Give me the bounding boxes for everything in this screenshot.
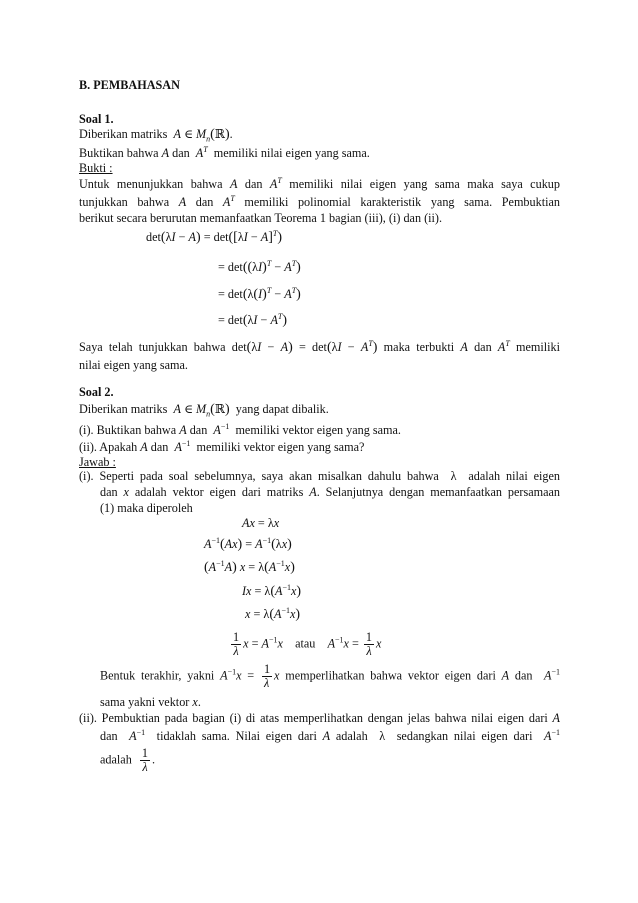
soal2-jawab-label: Jawab : <box>79 455 116 469</box>
soal1-eq3: = $\det(\lambda(I)^T - A^T)$ <box>218 285 301 302</box>
soal1-para1-line3: berikut secara berurutan memanfaatkan Teorema 1 bagian (iii), (i) dan (ii). <box>79 211 443 225</box>
soal1-eq4: = $\det(\lambda I - A^T)$ <box>218 311 288 328</box>
soal2-ans1-line3: (1) maka diperoleh <box>100 501 193 515</box>
soal2-q2: (ii). Apakah A dan $A^{-1}$ memiliki vektor eigen yang sama? <box>79 438 365 454</box>
soal1-eq2: = $\det((\lambda I)^T - A^T)$ <box>218 258 301 275</box>
soal2-given-math: A ∈ $M_n(ℝ)$ <box>173 402 230 419</box>
soal2-eq4: $Ix = \lambda(A^{-1}x)$ <box>242 582 302 599</box>
soal2-ans2-adalah: adalah <box>100 752 132 767</box>
soal2-eq3: $(A^{-1}A) x = \lambda(A^{-1}x)$ <box>204 558 295 575</box>
soal1-prove-text-3: memiliki nilai eigen yang sama. <box>213 146 370 160</box>
soal2-eq1: Ax = λx <box>242 516 280 530</box>
soal2-ans2-line2: dan $A^{-1}$ tidaklah sama. Nilai eigen dari A adalah λ sedangkan nilai eigen dari $A^{-1}$ <box>100 727 560 743</box>
soal2-q2-suffix: memiliki vektor eigen yang sama? <box>196 440 365 454</box>
soal2-q1-suffix: memiliki vektor eigen yang sama. <box>235 423 401 437</box>
soal2-final-line2: sama yakni vektor x. <box>100 695 201 709</box>
soal1-conclusion-line2: nilai eigen yang sama. <box>79 358 188 372</box>
soal1-prove-text-2: dan <box>172 146 190 160</box>
soal2-ans2-line3: adalah $\frac{1}{\lambda}$ . <box>100 746 156 774</box>
soal2-ans1-line1: (i). Seperti pada soal sebelumnya, saya akan misalkan dahulu bahwa λ adalah nilai eigen <box>79 469 560 483</box>
soal1-given <box>79 127 233 144</box>
soal1-heading: Soal 1. <box>79 112 114 126</box>
soal2-heading: Soal 2. <box>79 385 114 399</box>
soal2-final-1: Bentuk terakhir, yakni <box>100 668 215 683</box>
section-title: B. PEMBAHASAN <box>79 78 180 92</box>
soal2-ans2-line1: (ii). Pembuktian pada bagian (i) di atas memperlihatkan dengan jelas bahwa nilai eigen dari A <box>79 711 560 725</box>
soal2-final-line1: Bentuk terakhir, yakni $A^{-1}x$ = $\frac{1}{\lambda}$ x memperlihatkan bahwa vektor eigen dari A dan $A^{-1}$ <box>100 662 561 690</box>
soal2-given-suffix: yang dapat dibalik. <box>235 402 329 416</box>
soal2-eq6: $\frac{1}{\lambda}$ $x = A^{-1}x$ atau $A^{-1}x$ = $\frac{1}{\lambda}$ x <box>233 630 382 658</box>
soal2-eq5: $x = \lambda(A^{-1}x)$ <box>245 605 301 622</box>
soal1-eq1: $\det(\lambda I - A) = \det([\lambda I - A]^T)$ <box>146 228 283 245</box>
soal1-bukti-label: Bukti : <box>79 161 113 175</box>
soal2-atau: atau <box>295 636 316 651</box>
soal2-given <box>79 402 329 419</box>
soal1-prove: Buktikan bahwa A dan $A^T$ memiliki nilai eigen yang sama. <box>79 144 370 160</box>
soal1-given-text: Diberikan matriks <box>79 127 168 141</box>
soal1-conclusion: Saya telah tunjukkan bahwa $\det(\lambda I - A) = \det(\lambda I - A^T)$ maka terbukti A dan $A^T$ memiliki <box>79 338 560 355</box>
soal1-given-math: A ∈ $M_n(ℝ)$. <box>173 127 233 144</box>
soal2-q1: (i). Buktikan bahwa A dan $A^{-1}$ memiliki vektor eigen yang sama. <box>79 421 401 437</box>
soal2-ans1-line2: dan x adalah vektor eigen dari matriks A. Selanjutnya dengan memanfaatkan persamaan <box>100 485 560 499</box>
soal1-prove-text-1: Buktikan bahwa <box>79 146 159 160</box>
soal1-conclusion-1: Saya telah tunjukkan bahwa <box>79 340 226 354</box>
soal1-para1-line1: Untuk menunjukkan bahwa A dan $A^T$ memiliki nilai eigen yang sama maka saya cukup <box>79 175 560 191</box>
soal1-para1-line2: tunjukkan bahwa A dan $A^T$ memiliki polinomial karakteristik yang sama. Pembuktian <box>79 193 560 209</box>
soal2-eq2: $A^{-1}(Ax) = A^{-1}(\lambda x)$ <box>204 535 292 552</box>
soal2-given-text: Diberikan matriks <box>79 402 168 416</box>
